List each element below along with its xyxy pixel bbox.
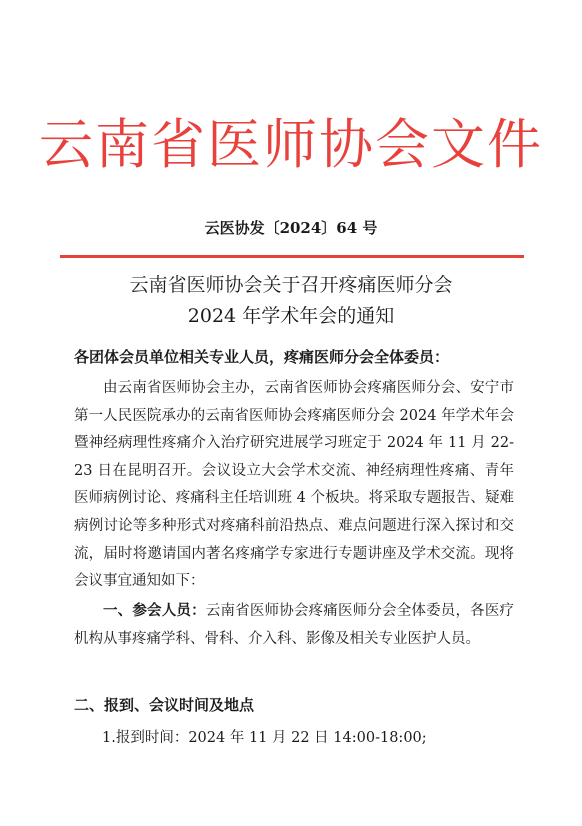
participants-label: 一、参会人员： <box>103 602 206 619</box>
masthead-title: 云南省医师协会文件 <box>39 113 543 176</box>
notice-title <box>0 270 582 332</box>
salutation: 各团体会员单位相关专业人员，疼痛医师分会全体委员： <box>74 348 450 366</box>
section-heading-registration: 二、报到、会议时间及地点 <box>74 696 255 714</box>
registration-time: 1.报到时间：2024 年 11 月 22 日 14:00-18:00; <box>102 730 427 746</box>
participants-text: 云南省医师协会疼痛医师分会全体委员，各医疗机构从事疼痛学科、骨科、介入科、影像及相关专业医护人员。 <box>74 603 514 647</box>
notice-title-line-1: 云南省医师协会关于召开疼痛医师分会 <box>129 274 453 296</box>
participants-paragraph <box>74 597 514 653</box>
red-divider-line <box>60 255 524 258</box>
document-number: 云医协发〔2024〕64 号 <box>204 219 378 237</box>
intro-paragraph: 由云南省医师协会主办，云南省医师协会疼痛医师分会、安宁市第一人民医院承办的云南省医师协会疼痛医师分会 2024 年学术年会暨神经病理性疼痛介入治疗研究进展学习班定于 2024 年 11 月 22-23 日在昆明召开。会议设立大会学术交流、神经病理性疼痛、青年医师病例讨论、疼痛科主任培训班 4 个板块。将采取专题报告、疑难病例讨论等多种形式对疼痛科前沿热点、难点问题进行深入探讨和交流，届时将邀请国内著名疼痛学专家进行专题讲座及学术交流。现将会议事宜通知如下： <box>74 380 514 590</box>
notice-title-line-2: 2024 年学术年会的通知 <box>187 305 395 327</box>
